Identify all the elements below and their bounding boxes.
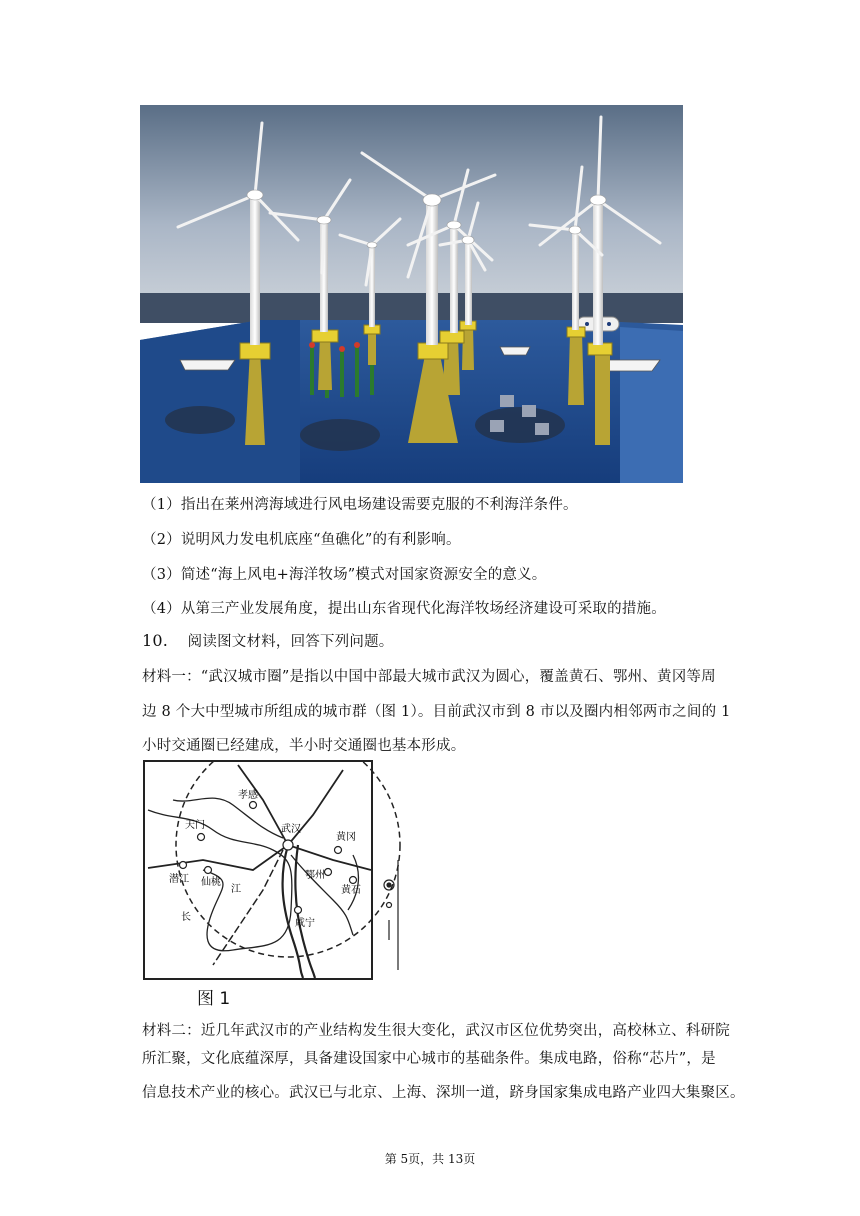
question-3: （3）简述“海上风电+海洋牧场”模式对国家资源安全的意义。 xyxy=(142,567,547,583)
offshore-wind-farm-illustration xyxy=(140,105,683,483)
map-label-xianning: 咸宁 xyxy=(295,918,315,929)
material1-line-2: 边 8 个大中型城市所组成的城市群（图 1）。目前武汉市到 8 市以及圈内相邻两市之间的 1 xyxy=(142,704,731,720)
material1-line-1: 材料一：“武汉城市圈”是指以中国中部最大城市武汉为圆心，覆盖黄石、鄂州、黄冈等周 xyxy=(142,669,716,685)
map-label-tianmen: 天门 xyxy=(185,820,205,831)
map-label-qianjiang: 潜江 xyxy=(169,874,189,885)
map-label-xiaogan: 孝感 xyxy=(238,790,258,801)
material2-line-3: 信息技术产业的核心。武汉已与北京、上海、深圳一道，跻身国家集成电路产业四大集聚区。 xyxy=(142,1085,745,1101)
material2-line-2: 所汇聚，文化底蕴深厚，具备建设国家中心城市的基础条件。集成电路，俗称“芯片”，是 xyxy=(142,1051,716,1067)
map-label-xiantao: 仙桃 xyxy=(201,877,221,888)
question-prompt: 阅读图文材料，回答下列问题。 xyxy=(187,634,394,650)
map-label-huanggang: 黄冈 xyxy=(336,832,356,843)
question-2: （2）说明风力发电机底座“鱼礁化”的有利影响。 xyxy=(142,532,461,548)
page-footer: 第 5页，共 13页 xyxy=(384,1152,476,1166)
question-10-heading xyxy=(142,630,393,651)
map-label-jiang: 江 xyxy=(231,884,241,895)
material2-line-1: 材料二：近几年武汉市的产业结构发生很大变化，武汉市区位优势突出，高校林立、科研院 xyxy=(142,1023,730,1039)
map-label-chang: 长 xyxy=(181,912,191,923)
map-label-ezhou: 鄂州 xyxy=(305,870,325,881)
figure-caption: 图 1 xyxy=(197,989,231,1009)
map-label-huangshi: 黄石 xyxy=(341,885,361,896)
question-1: （1）指出在莱州湾海域进行风电场建设需要克服的不利海洋条件。 xyxy=(142,497,578,513)
map-label-wuhan: 武汉 xyxy=(281,824,301,835)
material1-line-3: 小时交通圈已经建成，半小时交通圈也基本形成。 xyxy=(142,738,466,754)
question-4: （4）从第三产业发展角度，提出山东省现代化海洋牧场经济建设可采取的措施。 xyxy=(142,601,666,617)
question-number: 10. xyxy=(142,631,169,650)
wuhan-city-circle-map xyxy=(143,760,405,982)
